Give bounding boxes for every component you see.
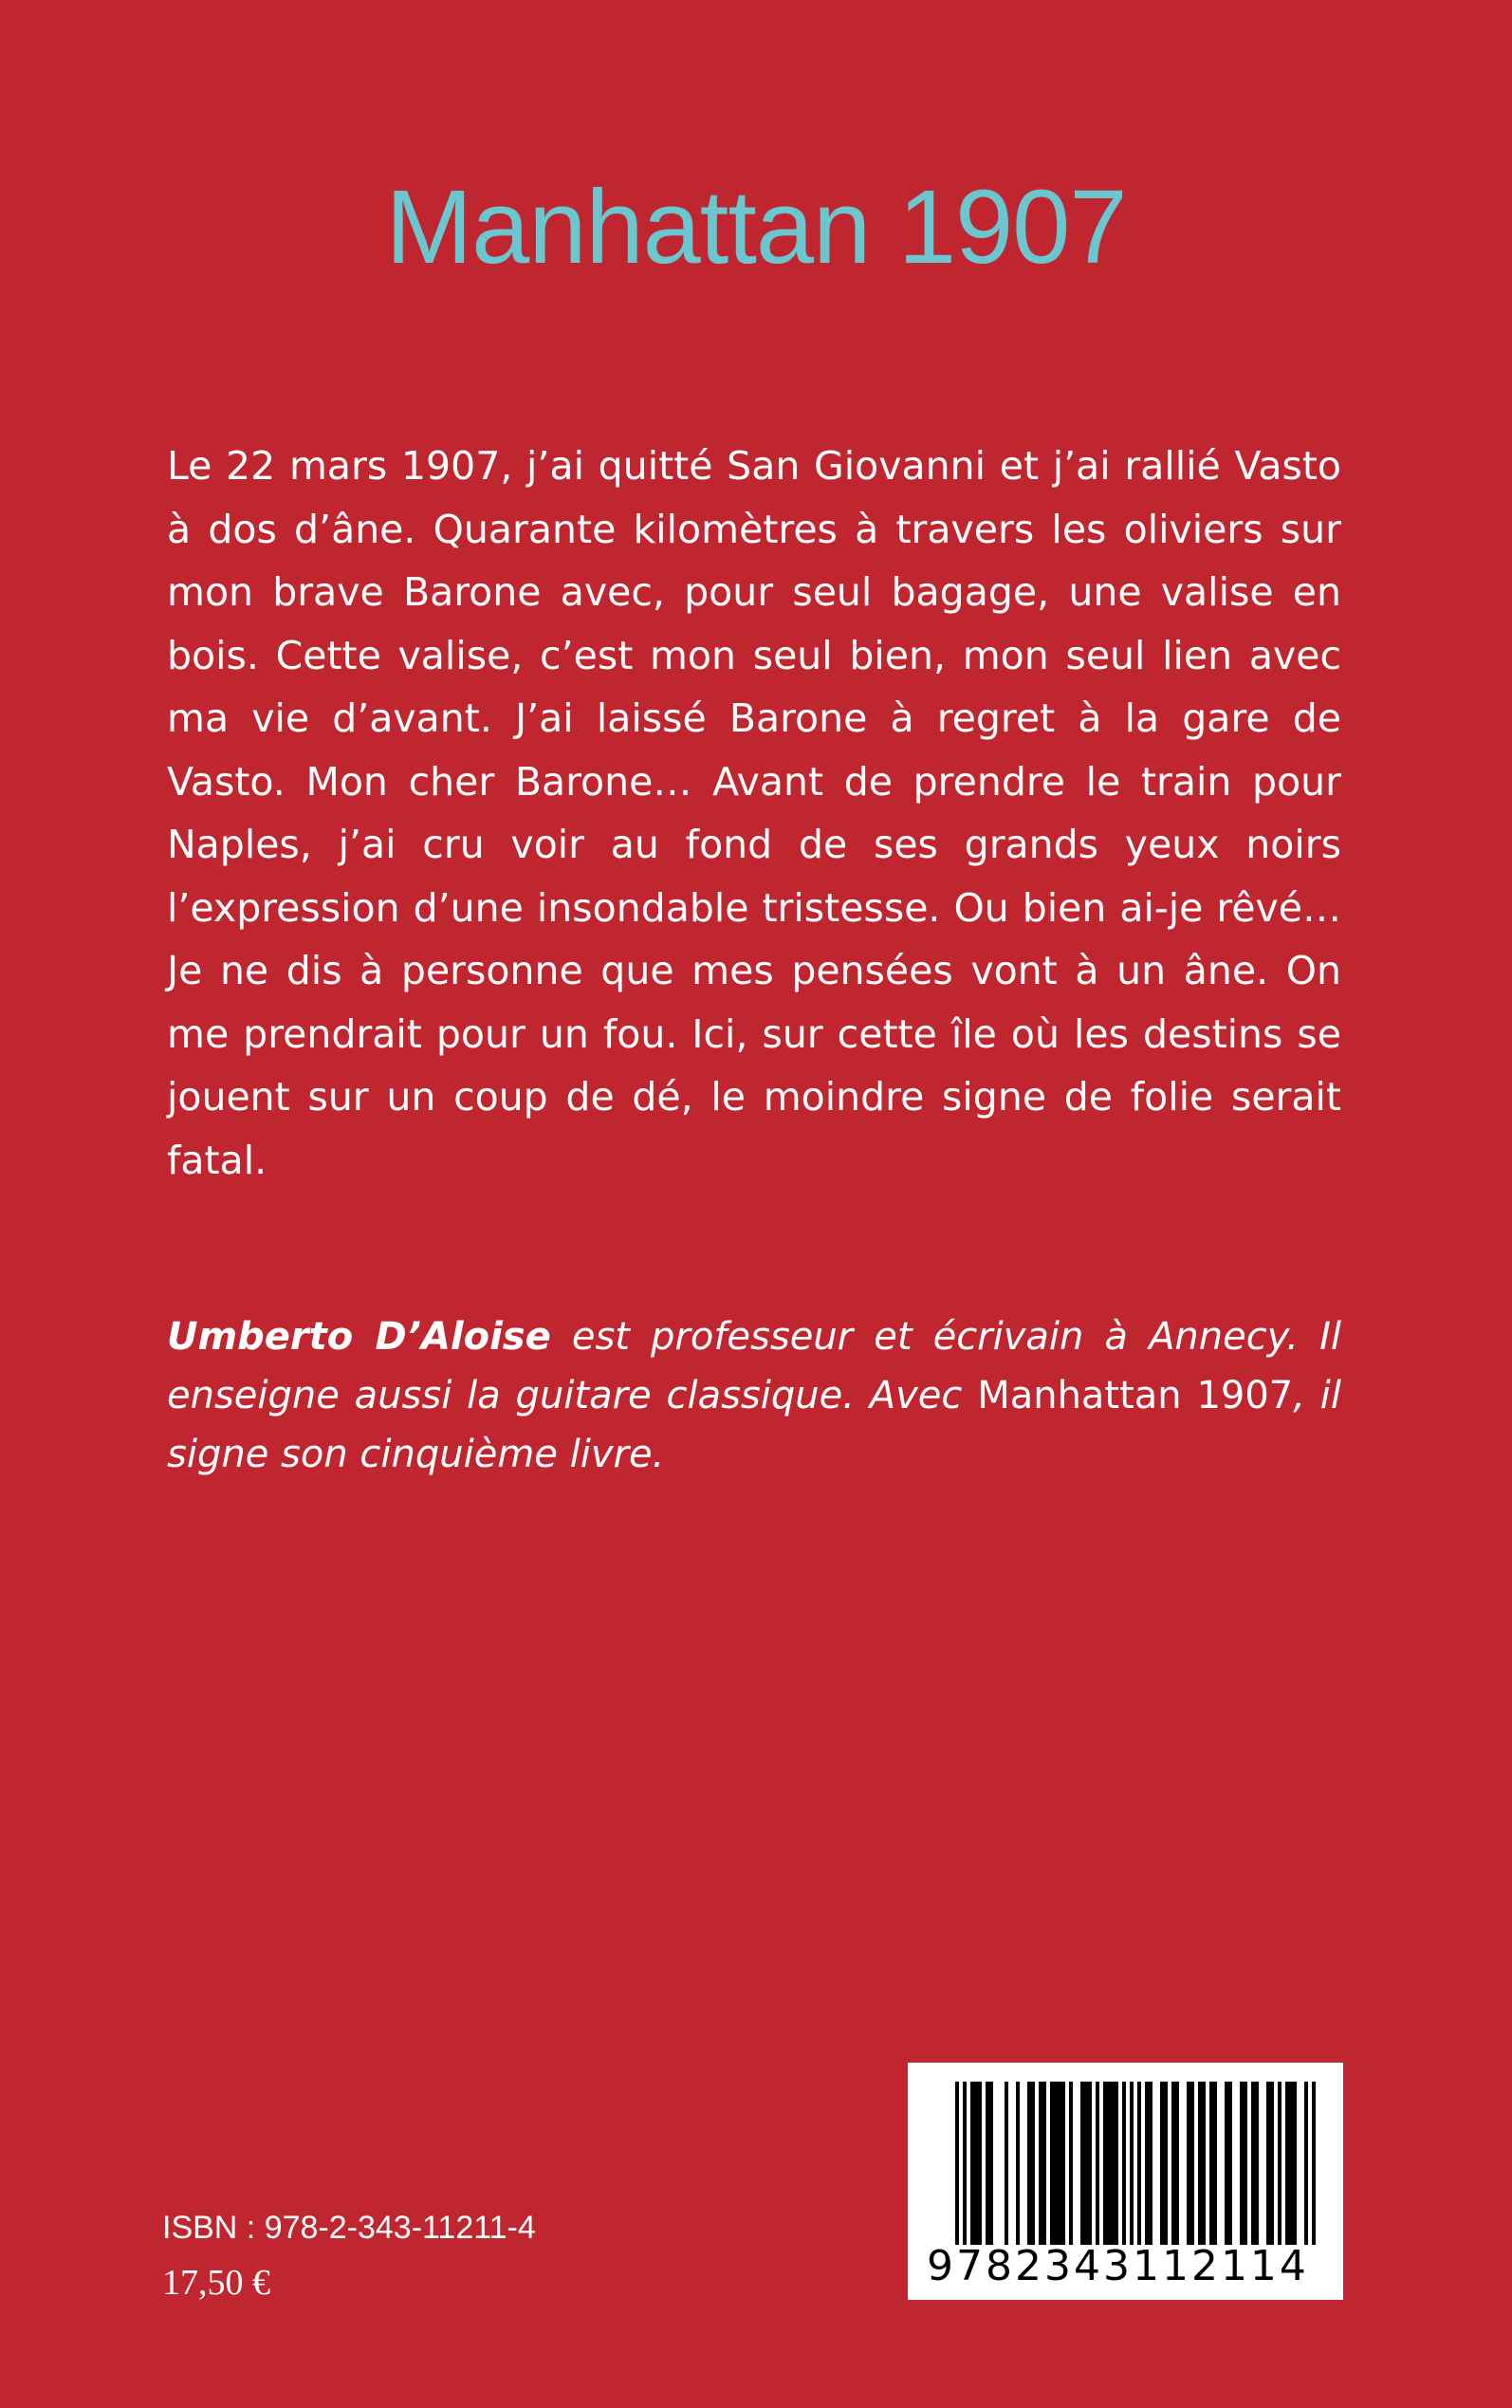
- barcode-bar: [1225, 2082, 1228, 2245]
- barcode-bar: [1202, 2082, 1206, 2245]
- barcode-bar: [1149, 2082, 1152, 2245]
- bio-text-part-2: , il signe son cinquième livre.: [167, 1374, 1342, 1476]
- barcode-bar: [1240, 2082, 1244, 2245]
- barcode-bar: [1080, 2082, 1084, 2245]
- barcode-number: 9782343112114: [927, 2242, 1309, 2290]
- barcode-bar: [1187, 2082, 1190, 2245]
- barcode-bar: [1175, 2082, 1179, 2245]
- barcode-bar: [1122, 2082, 1126, 2245]
- back-cover-blurb: Le 22 mars 1907, j’ai quitté San Giovanni et j’ai rallié Vasto à dos d’âne. Quarante kilomètres à travers les oliviers sur mon brave Barone avec, pour seul bagage, une valise en bois. Cette valise, c’est mon seul bien, mon seul lien avec ma vie d’avant. J’ai laissé Barone à regret à la gare de Vasto. Mon cher Barone… Avant de prendre le train pour Naples, j’ai cru voir au fond de ses grands yeux noirs l’expression d’une insondable tristesse. Ou bien ai-je rêvé… Je ne dis à personne que mes pensées vont à un âne. On me prendrait pour un fou. Ici, sur cette île où les destins se jouent sur un coup de dé, le moindre signe de folie serait fatal.: [167, 443, 1341, 1183]
- author-name: Umberto D’Aloise: [167, 1315, 551, 1359]
- bio-book-title: Manhattan 1907: [977, 1374, 1294, 1417]
- barcode-bar: [1042, 2082, 1046, 2245]
- barcode-bar: [1293, 2082, 1297, 2245]
- barcode-bar: [1069, 2082, 1073, 2245]
- author-bio: [167, 1307, 1341, 1484]
- barcode-bar: [1198, 2082, 1202, 2245]
- barcode-bar: [955, 2082, 959, 2245]
- barcode-bar: [1255, 2082, 1259, 2245]
- barcode-bar: [1115, 2082, 1118, 2245]
- barcode-bar: [1312, 2082, 1316, 2245]
- barcode-bar: [1027, 2082, 1031, 2245]
- barcode-bar: [1213, 2082, 1217, 2245]
- barcode-bar: [1061, 2082, 1065, 2245]
- barcode-bar: [1270, 2082, 1274, 2245]
- barcode-bar: [1130, 2082, 1134, 2245]
- price-label: 17,50 €: [162, 2263, 270, 2303]
- barcode-bar: [978, 2082, 982, 2245]
- barcode-bar: [1244, 2082, 1247, 2245]
- barcode-bar: [1103, 2082, 1107, 2245]
- barcode-bar: [1058, 2082, 1061, 2245]
- barcode-bar: [1088, 2082, 1092, 2245]
- barcode-bar: [1039, 2082, 1042, 2245]
- barcode-bar: [1285, 2082, 1289, 2245]
- barcode-bar: [1278, 2082, 1282, 2245]
- barcode-bar: [1160, 2082, 1164, 2245]
- barcode-bar: [1016, 2082, 1020, 2245]
- barcode-bar: [1251, 2082, 1255, 2245]
- barcode-bar: [1266, 2082, 1270, 2245]
- barcode-bar: [1096, 2082, 1099, 2245]
- barcode-bar: [1190, 2082, 1194, 2245]
- barcode-bar: [1005, 2082, 1008, 2245]
- barcode-bar: [963, 2082, 967, 2245]
- barcode-bar: [1171, 2082, 1175, 2245]
- barcode-bar: [974, 2082, 978, 2245]
- barcode-bar: [1289, 2082, 1293, 2245]
- bio-text-part-1: est professeur et écrivain à Annecy. Il enseigne aussi la guitare classique. Avec: [167, 1315, 1342, 1417]
- barcode-bar: [1137, 2082, 1141, 2245]
- barcode-bar: [1228, 2082, 1232, 2245]
- barcode-bar: [989, 2082, 993, 2245]
- barcode-panel: [908, 2063, 1343, 2300]
- barcode-bar: [1084, 2082, 1088, 2245]
- barcode-bar: [986, 2082, 989, 2245]
- book-title: Manhattan 1907: [385, 169, 1127, 286]
- barcode-bar: [1164, 2082, 1168, 2245]
- barcode-bars: [955, 2082, 1316, 2245]
- barcode-bar: [1054, 2082, 1058, 2245]
- barcode-bar: [970, 2082, 974, 2245]
- barcode-bar: [1031, 2082, 1035, 2245]
- barcode-bar: [1209, 2082, 1213, 2245]
- barcode-bar: [1304, 2082, 1308, 2245]
- barcode-bar: [1111, 2082, 1115, 2245]
- barcode-bar: [1107, 2082, 1111, 2245]
- barcode-bar: [1145, 2082, 1149, 2245]
- barcode-bar: [1050, 2082, 1054, 2245]
- isbn-label: ISBN : 978-2-343-11211-4: [162, 2210, 536, 2246]
